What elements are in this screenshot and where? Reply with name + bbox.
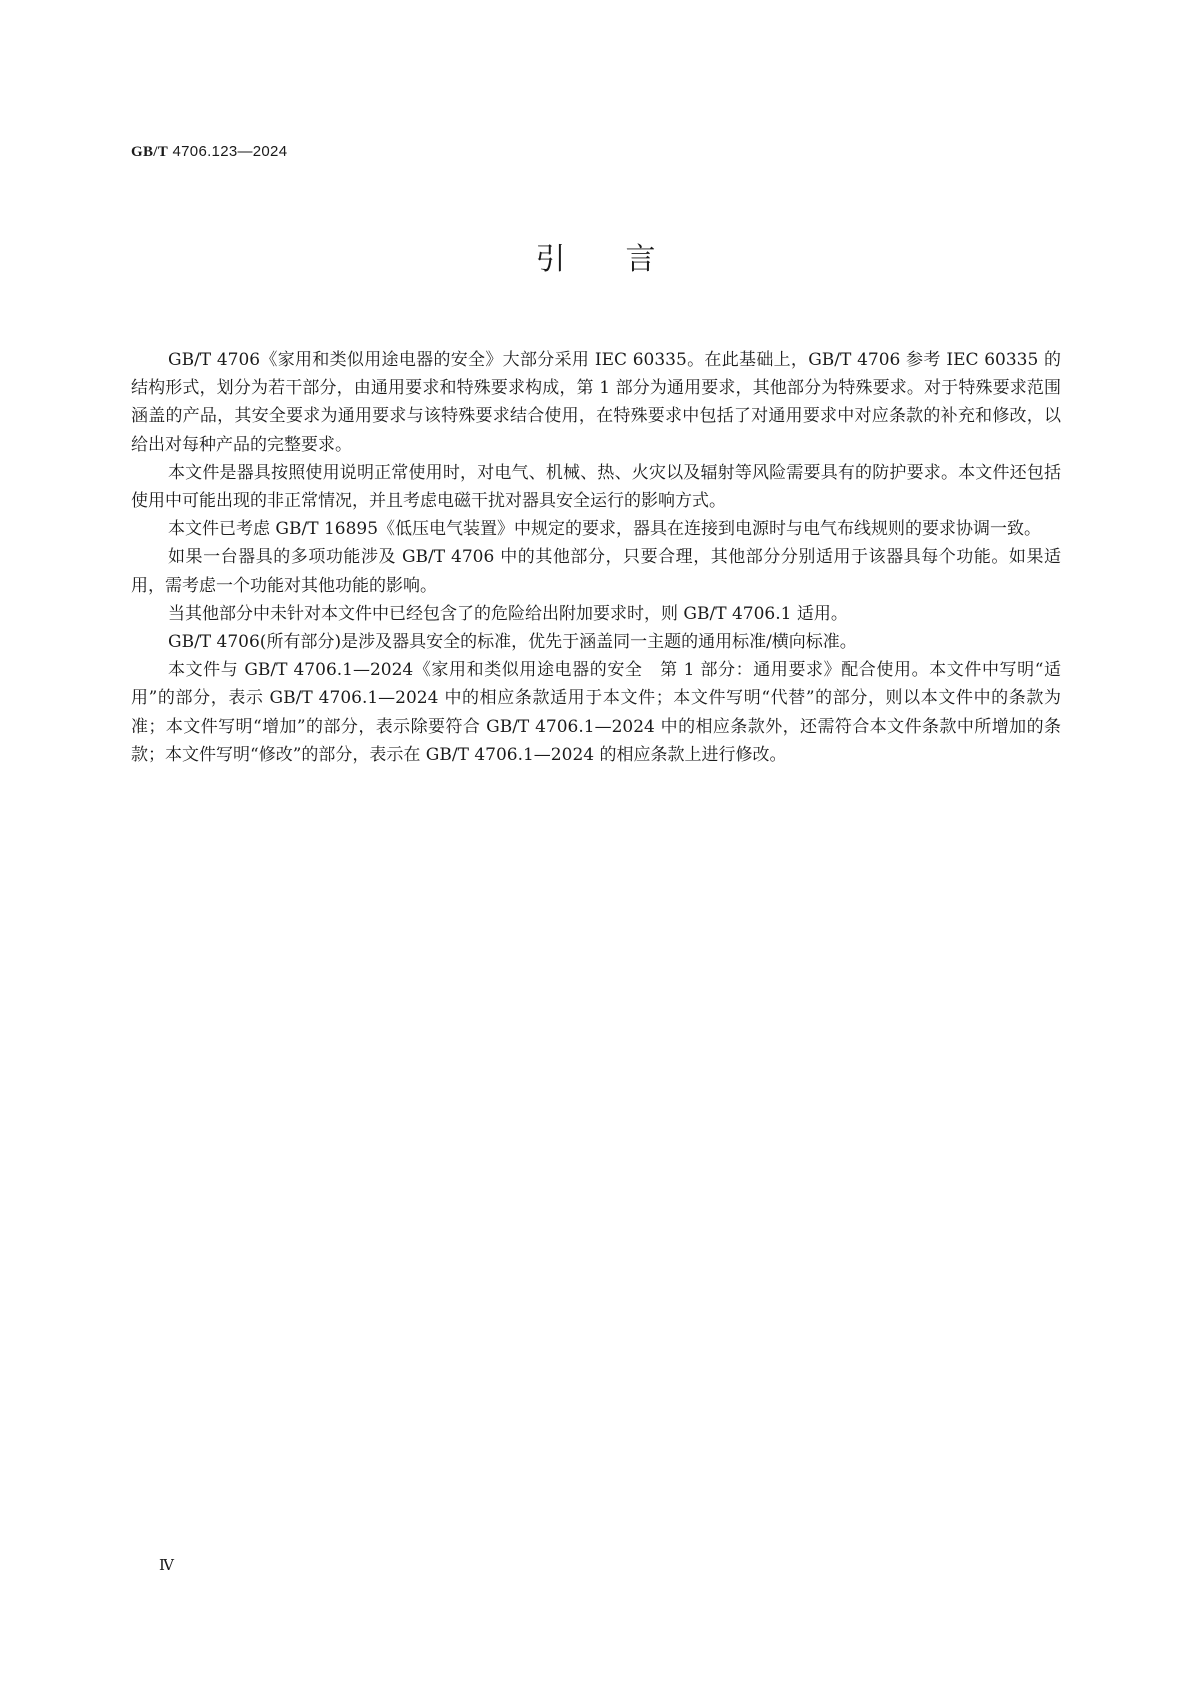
paragraph-general-applicability: 当其他部分中未针对本文件中已经包含了的危险给出附加要求时，则 GB/T 4706.1 适用。 bbox=[168, 603, 848, 624]
paragraph-priority: GB/T 4706(所有部分)是涉及器具安全的标准，优先于涵盖同一主题的通用标准/横向标准。 bbox=[168, 632, 857, 653]
document-header bbox=[131, 142, 287, 161]
paragraph-multifunction: 如果一台器具的多项功能涉及 GB/T 4706 中的其他部分，只要合理，其他部分分别适用于该器具每个功能。如果适用，需考虑一个功能对其他功能的影响。 bbox=[131, 547, 1061, 596]
page-title: 引言 bbox=[535, 242, 716, 277]
introduction-body bbox=[131, 346, 1061, 769]
paragraph-usage-with-part1: 本文件与 GB/T 4706.1—2024《家用和类似用途电器的安全 第 1 部分：通用要求》配合使用。本文件中写明“适用”的部分，表示 GB/T 4706.1—2024 中的相应条款适用于本文件；本文件写明“代替”的部分，则以本文件中的条款为准；本文件写明“增加”的部分，表示除要符合 GB/T 4706.1—2024 中的相应条款外，还需符合本文件条款中所增加的条款；本文件写明“修改”的部分，表示在 GB/T 4706.1—2024 的相应条款上进行修改。 bbox=[131, 660, 1061, 765]
paragraph-wiring-rules: 本文件已考虑 GB/T 16895《低压电气装置》中规定的要求，器具在连接到电源时与电气布线规则的要求协调一致。 bbox=[168, 519, 1042, 540]
paragraph-protection-requirements: 本文件是器具按照使用说明正常使用时，对电气、机械、热、火灾以及辐射等风险需要具有的防护要求。本文件还包括使用中可能出现的非正常情况，并且考虑电磁干扰对器具安全运行的影响方式。 bbox=[131, 462, 1061, 512]
paragraph-structure: GB/T 4706《家用和类似用途电器的安全》大部分采用 IEC 60335。在此基础上，GB/T 4706 参考 IEC 60335 的结构形式，划分为若干部分，由通用要求和特殊要求构成，第 1 部分为通用要求，其他部分为特殊要求。对于特殊要求范围涵盖的产品，其安全要求为通用要求与该特殊要求结合使用，在特殊要求中包括了对通用要求中对应条款的补充和修改，以给出对每种产品的完整要求。 bbox=[131, 350, 1061, 455]
standard-number: 4706.123—2024 bbox=[168, 143, 288, 160]
standard-prefix: GB/T bbox=[131, 144, 169, 160]
page-number: Ⅳ bbox=[159, 1558, 174, 1574]
